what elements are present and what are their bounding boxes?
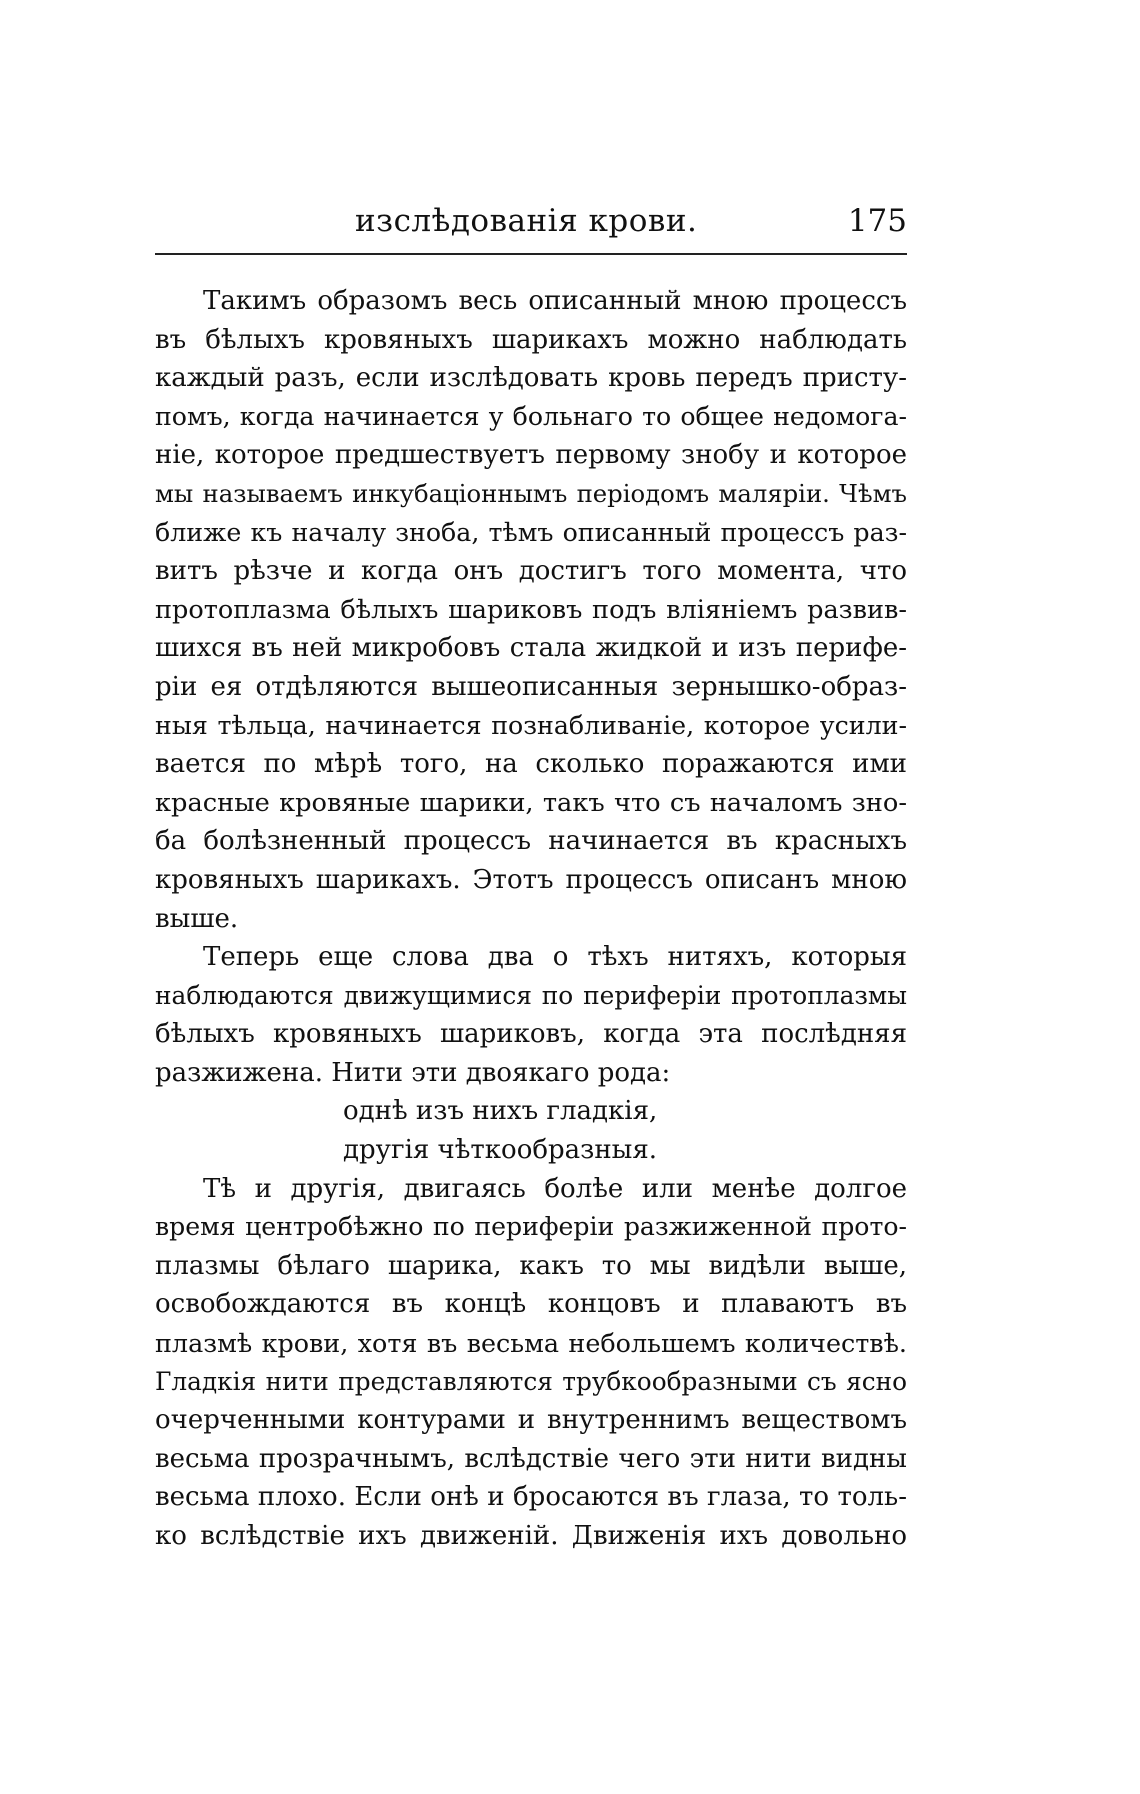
text-line: бѣлыхъ кровяныхъ шариковъ, когда эта послѣдняя (155, 1019, 907, 1050)
text-line: мы называемъ инкубаціоннымъ періодомъ маляріи. Чѣмъ (155, 478, 907, 508)
text-line: освобождаются въ концѣ концовъ и плаваютъ въ (155, 1289, 907, 1320)
text-line: время центробѣжно по периферіи разжиженной прото- (155, 1212, 907, 1242)
text-line: Гладкія нити представляются трубкообразными съ ясно (155, 1366, 907, 1396)
text-line: весьма плохо. Если онѣ и бросаются въ глаза, то толь- (155, 1482, 907, 1513)
running-title: изслѣдованія крови. (355, 203, 698, 239)
text-line: плазмы бѣлаго шарика, какъ то мы видѣли выше, (155, 1250, 907, 1281)
text-line: весьма прозрачнымъ, вслѣдствіе чего эти нити видны (155, 1443, 907, 1474)
text-line: наблюдаются движущимися по периферіи протоплазмы (155, 980, 907, 1010)
text-line: выше. (155, 903, 239, 934)
text-line: кровяныхъ шарикахъ. Этотъ процессъ описанъ мною (155, 864, 907, 895)
text-line: ко вслѣдствіе ихъ движеній. Движенія ихъ довольно (155, 1521, 907, 1551)
text-line: каждый разъ, если изслѣдовать кровь передъ присту- (155, 363, 907, 394)
text-line: ба болѣзненный процессъ начинается въ красныхъ (155, 826, 907, 857)
page-header (155, 203, 907, 253)
text-line: витъ рѣзче и когда онъ достигъ того момента, что (155, 556, 907, 587)
body-text (155, 282, 907, 1556)
text-line: плазмѣ крови, хотя въ весьма небольшемъ количествѣ. (155, 1328, 907, 1359)
text-line: ныя тѣльца, начинается познабливаніе, которое усили- (155, 710, 907, 740)
text-line: вается по мѣрѣ того, на сколько поражаются ими (155, 749, 907, 780)
text-line: ріи ея отдѣляются вышеописанныя зернышко-образ- (155, 671, 907, 702)
text-line: въ бѣлыхъ кровяныхъ шарикахъ можно наблюдать (155, 324, 907, 355)
text-line: ближе къ началу зноба, тѣмъ описанный процессъ раз- (155, 517, 907, 547)
text-line: Такимъ образомъ весь описанный мною процессъ (203, 286, 907, 316)
text-line: Тѣ и другія, двигаясь болѣе или менѣе долгое (203, 1173, 907, 1204)
list-line: другія чѣткообразныя. (343, 1135, 658, 1166)
page-number: 175 (847, 203, 907, 239)
text-line: протоплазма бѣлыхъ шариковъ подъ вліяніемъ развив- (155, 594, 907, 625)
text-line: красные кровяные шарики, такъ что съ началомъ зно- (155, 787, 907, 818)
text-line: очерченными контурами и внутреннимъ веществомъ (155, 1405, 907, 1436)
header-rule (155, 253, 907, 255)
text-line: Теперь еще слова два о тѣхъ нитяхъ, которыя (203, 942, 907, 973)
text-line: помъ, когда начинается у больнаго то общее недомога- (155, 401, 907, 431)
text-line: ніе, которое предшествуетъ первому знобу и которое (155, 440, 907, 471)
list-line: однѣ изъ нихъ гладкія, (343, 1096, 658, 1127)
text-line: шихся въ ней микробовъ стала жидкой и изъ перифе- (155, 633, 907, 664)
text-line: разжижена. Нити эти двоякаго рода: (155, 1057, 671, 1088)
